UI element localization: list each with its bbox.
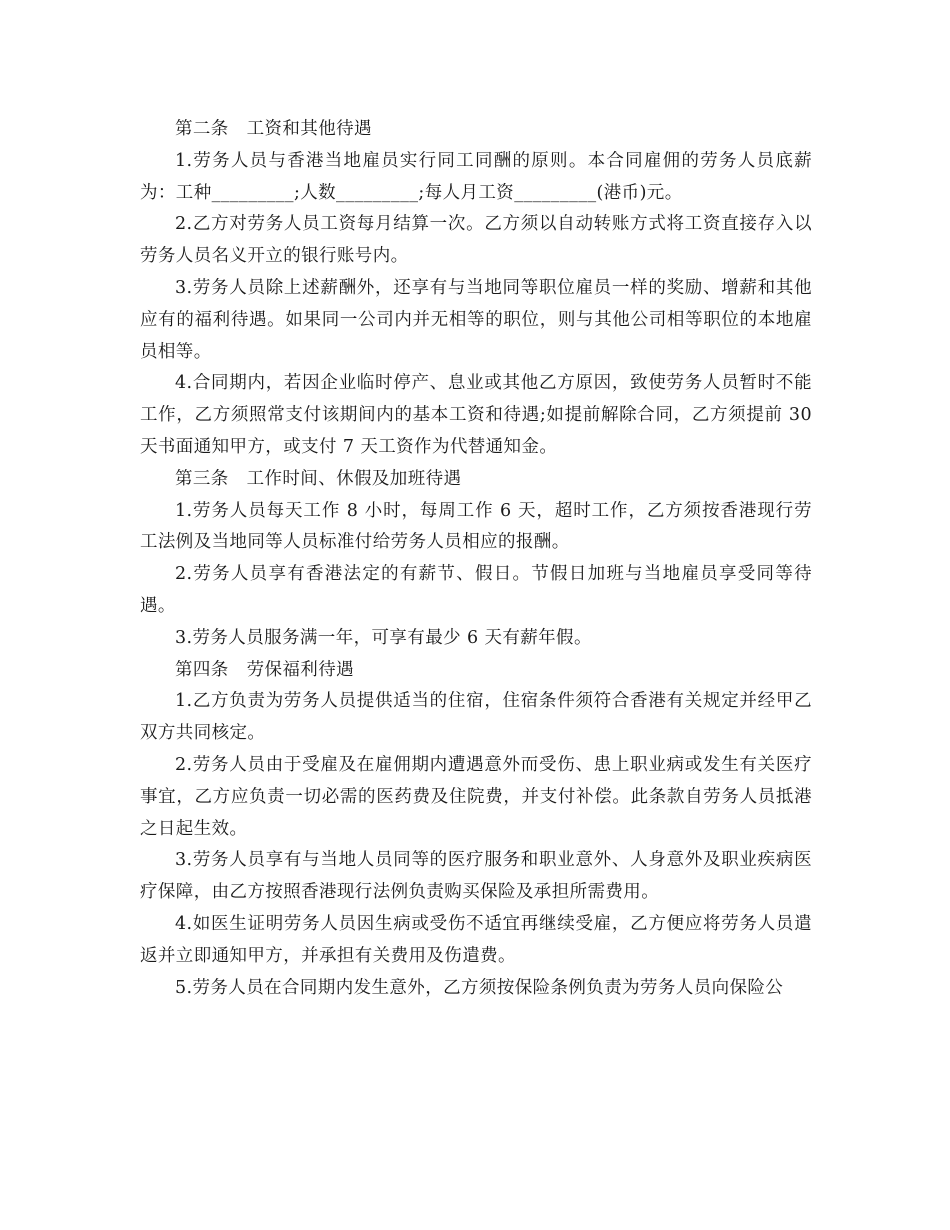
clause-4-2: 2.劳务人员由于受雇及在雇佣期内遭遇意外而受伤、患上职业病或发生有关医疗事宜，乙方应负责一切必需的医药费及住院费，并支付补偿。此条款自劳务人员抵港之日起生效。 [140,754,812,839]
document-body [140,114,812,1004]
section-heading-3: 第三条 工作时间、休假及加班待遇 [175,468,462,489]
clause-2-1: 1.劳务人员与香港当地雇员实行同工同酬的原则。本合同雇佣的劳务人员底薪为：工种_________;人数_________;每人月工资_________(港币)元。 [140,150,812,203]
clause-4-3: 3.劳务人员享有与当地人员同等的医疗服务和职业意外、人身意外及职业疾病医疗保障，由乙方按照香港现行法例负责购买保险及承担所需费用。 [140,850,812,903]
section-heading-4: 第四条 劳保福利待遇 [175,659,354,680]
clause-3-3: 3.劳务人员服务满一年，可享有最少 6 天有薪年假。 [175,627,592,648]
clause-3-2: 2.劳务人员享有香港法定的有薪节、假日。节假日加班与当地雇员享受同等待遇。 [140,564,812,616]
section-heading-2: 第二条 工资和其他待遇 [175,119,372,139]
clause-3-1: 1.劳务人员每天工作 8 小时，每周工作 6 天，超时工作，乙方须按香港现行劳工法例及当地同等人员标准付给劳务人员相应的报酬。 [140,500,812,553]
clause-2-2: 2.乙方对劳务人员工资每月结算一次。乙方须以自动转账方式将工资直接存入以劳务人员名义开立的银行账号内。 [140,214,812,267]
clause-2-3: 3.劳务人员除上述薪酬外，还享有与当地同等职位雇员一样的奖励、增薪和其他应有的福利待遇。如果同一公司内并无相等的职位，则与其他公司相等职位的本地雇员相等。 [140,277,812,362]
clause-2-4: 4.合同期内，若因企业临时停产、息业或其他乙方原因，致使劳务人员暂时不能工作，乙方须照常支付该期间内的基本工资和待遇;如提前解除合同，乙方须提前 30 天书面通知甲方，或支付 7 天工资作为代替通知金。 [140,373,812,457]
clause-4-5: 5.劳务人员在合同期内发生意外，乙方须按保险条例负责为劳务人员向保险公 [175,977,784,998]
clause-4-1: 1.乙方负责为劳务人员提供适当的住宿，住宿条件须符合香港有关规定并经甲乙双方共同核定。 [140,691,812,744]
clause-4-4: 4.如医生证明劳务人员因生病或受伤不适宜再继续受雇，乙方便应将劳务人员遣返并立即通知甲方，并承担有关费用及伤遣费。 [140,913,812,966]
